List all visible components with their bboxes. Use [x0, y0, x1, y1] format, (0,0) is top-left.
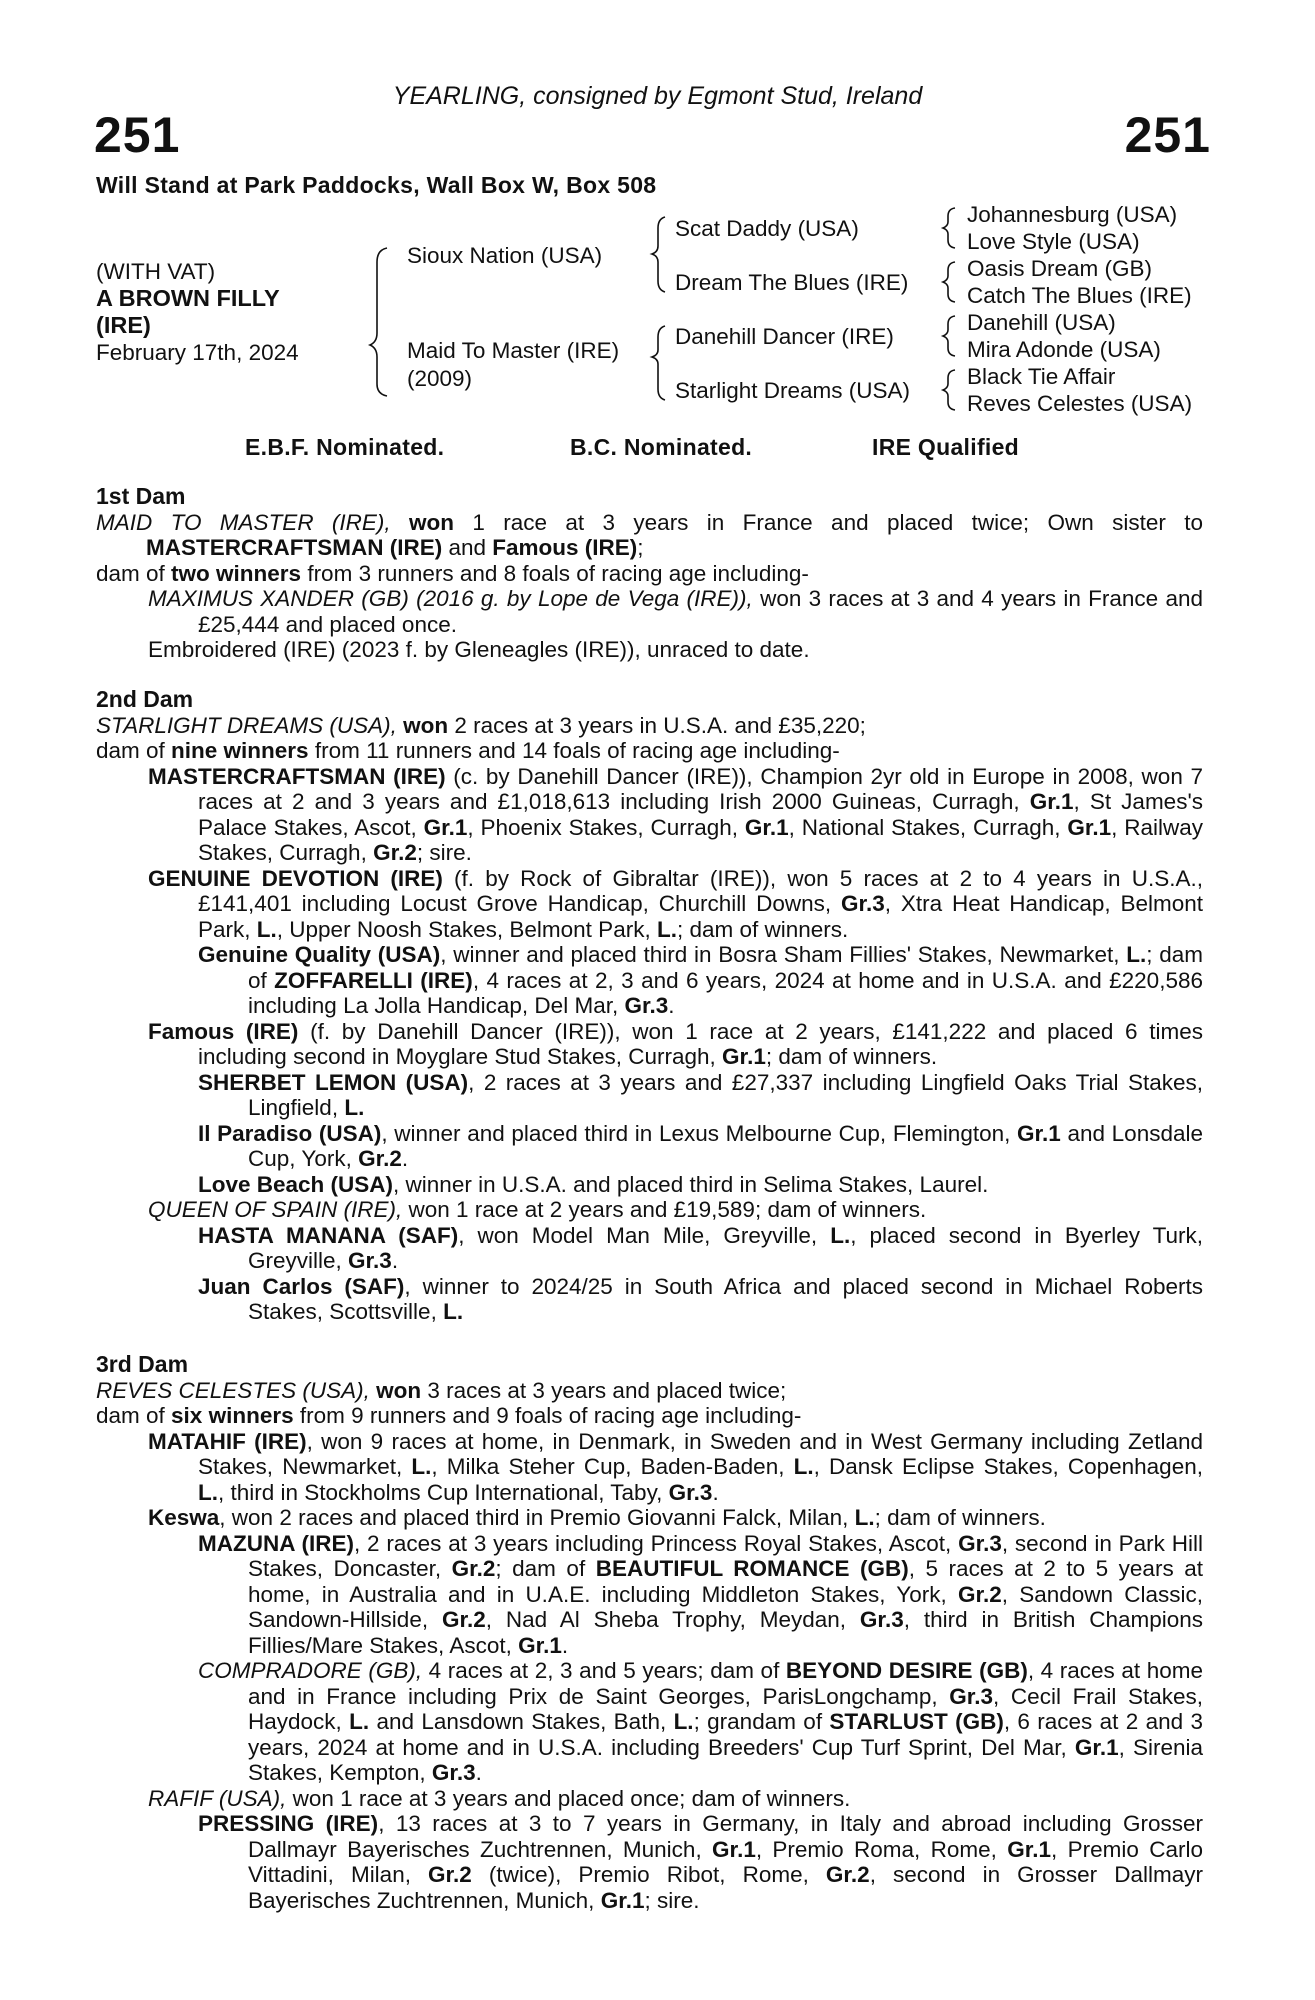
pedigree-dss: Danehill (USA) — [967, 310, 1116, 335]
pedigree-sds: Oasis Dream (GB) — [967, 256, 1153, 281]
bc-nominated: B.C. Nominated. — [570, 434, 753, 460]
first-dam-produce-summary: dam of two winners from 3 runners and 8 foals of racing age including- — [96, 560, 809, 586]
pedigree-sire: Sioux Nation (USA) — [407, 243, 603, 268]
first-dam-record: MAID TO MASTER (IRE), won 1 race at 3 years in France and placed twice; Own sister to MASTERCRAFTSMAN (IRE) and Famous (IRE); — [96, 509, 1203, 560]
produce-genuine-devotion: GENUINE DEVOTION (IRE) (f. by Rock of Gibraltar (IRE)), won 5 races at 2 to 4 years in U.S.A., £141,401 including Locust Grove Handicap, Churchill Downs, Gr.3, Xtra Heat Handicap, Belmont Park, L., Upper Noosh Stakes, Belmont Park, L.; dam of winners. — [148, 865, 1204, 942]
pedigree-dam-dam: Starlight Dreams (USA) — [675, 378, 911, 403]
lot-number-right: 251 — [1124, 107, 1211, 163]
produce-mazuna: MAZUNA (IRE), 2 races at 3 years including Princess Royal Stakes, Ascot, Gr.3, second in Park Hill Stakes, Doncaster, Gr.2; dam of BEAUTIFUL ROMANCE (GB), 5 races at 2 to 5 years at home, in Australia and in U.A.E. including Middleton Stakes, York, Gr.2, Sandown Classic, Sandown-Hillside, Gr.2, Nad Al Sheba Trophy, Meydan, Gr.3, third in British Champions Fillies/Mare Stakes, Ascot, Gr.1. — [198, 1530, 1203, 1658]
horse-name: A BROWN FILLY — [96, 285, 280, 311]
pedigree-dam-year: (2009) — [407, 366, 473, 391]
third-dam-produce-summary: dam of six winners from 9 runners and 9 foals of racing age including- — [96, 1403, 802, 1428]
produce-famous: Famous (IRE) (f. by Danehill Dancer (IRE)), won 1 race at 2 years, £141,222 and placed 6 times including second in Moyglare Stud Stakes, Curragh, Gr.1; dam of winners. — [148, 1018, 1203, 1069]
pedigree-sdd: Catch The Blues (IRE) — [967, 283, 1192, 308]
lot-number-left: 251 — [94, 107, 181, 163]
first-dam-section — [96, 484, 1203, 663]
pedigree-ddd: Reves Celestes (USA) — [967, 391, 1193, 416]
first-dam-produce-2: Embroidered (IRE) (2023 f. by Gleneagles (IRE)), unraced to date. — [148, 637, 810, 662]
horse-origin: (IRE) — [96, 312, 151, 338]
produce-mastercraftsman: MASTERCRAFTSMAN (IRE) (c. by Danehill Dancer (IRE)), Champion 2yr old in Europe in 2008, won 7 races at 2 and 3 years and £1,018,613 including Irish 2000 Guineas, Curragh, Gr.1, St James's Palace Stakes, Ascot, Gr.1, Phoenix Stakes, Curragh, Gr.1, National Stakes, Curragh, Gr.1, Railway Stakes, Curragh, Gr.2; sire. — [148, 763, 1203, 865]
ire-qualified: IRE Qualified — [872, 434, 1020, 460]
produce-pressing: PRESSING (IRE), 13 races at 3 to 7 years in Germany, in Italy and abroad including Grosser Dallmayr Bayerisches Zuchtrennen, Munich, Gr.1, Premio Roma, Rome, Gr.1, Premio Carlo Vittadini, Milan, Gr.2 (twice), Premio Ribot, Rome, Gr.2, second in Grosser Dallmayr Bayerisches Zuchtrennen, Munich, Gr.1; sire. — [198, 1811, 1203, 1913]
second-dam-produce-summary: dam of nine winners from 11 runners and 14 foals of racing age including- — [96, 738, 840, 763]
third-dam-record: REVES CELESTES (USA), won 3 races at 3 years and placed twice; — [96, 1377, 787, 1403]
brace-danehill-dancer — [943, 316, 955, 356]
pedigree-sss: Johannesburg (USA) — [967, 202, 1178, 227]
brace-scat-daddy — [943, 208, 955, 248]
third-dam-section — [96, 1352, 1203, 1913]
pedigree-dsd: Mira Adonde (USA) — [967, 337, 1161, 362]
brace-dam — [652, 326, 665, 400]
produce-love-beach: Love Beach (USA), winner in U.S.A. and placed third in Selima Stakes, Laurel. — [198, 1171, 989, 1197]
second-dam-heading: 2nd Dam — [96, 686, 194, 712]
pedigree-ssd: Love Style (USA) — [967, 229, 1140, 254]
brace-main — [370, 248, 387, 396]
pedigree-sire-dam: Dream The Blues (IRE) — [675, 270, 909, 295]
produce-sherbet-lemon: SHERBET LEMON (USA), 2 races at 3 years and £27,337 including Lingfield Oaks Trial Stakes, Lingfield, L. — [198, 1069, 1204, 1120]
third-dam-heading: 3rd Dam — [96, 1351, 189, 1377]
produce-matahif: MATAHIF (IRE), won 9 races at home, in Denmark, in Sweden and in West Germany including Zetland Stakes, Newmarket, L., Milka Steher Cup, Baden-Baden, L., Dansk Eclipse Stakes, Copenhagen, L., third in Stockholms Cup International, Taby, Gr.3. — [148, 1428, 1203, 1505]
produce-queen-of-spain: QUEEN OF SPAIN (IRE), won 1 race at 2 years and £19,589; dam of winners. — [148, 1197, 927, 1222]
produce-juan-carlos: Juan Carlos (SAF), winner to 2024/25 in South Africa and placed second in Michael Roberts Stakes, Scottsville, L. — [198, 1273, 1203, 1324]
stand-location: Will Stand at Park Paddocks, Wall Box W, Box 508 — [96, 172, 657, 198]
pedigree-dds: Black Tie Affair — [967, 364, 1116, 389]
brace-starlight-dreams — [943, 370, 955, 410]
pedigree-sire-sire: Scat Daddy (USA) — [675, 216, 859, 241]
ebf-nominated: E.B.F. Nominated. — [245, 434, 445, 460]
produce-rafif: RAFIF (USA), won 1 race at 3 years and placed once; dam of winners. — [148, 1785, 851, 1811]
pedigree-dam: Maid To Master (IRE) — [407, 338, 620, 363]
brace-dream-the-blues — [943, 262, 955, 302]
first-dam-produce-1: MAXIMUS XANDER (GB) (2016 g. by Lope de Vega (IRE)), won 3 races at 3 and 4 years in France and £25,444 and placed once. — [148, 586, 1203, 637]
produce-keswa: Keswa, won 2 races and placed third in Premio Giovanni Falck, Milan, L.; dam of winners. — [148, 1505, 1046, 1530]
produce-genuine-quality: Genuine Quality (USA), winner and placed third in Bosra Sham Fillies' Stakes, Newmarket, L.; dam of ZOFFARELLI (IRE), 4 races at 2, 3 and 6 years, 2024 at home and in U.S.A. and £220,586 including La Jolla Handicap, Del Mar, Gr.3. — [198, 942, 1203, 1018]
consignment-line: YEARLING, consigned by Egmont Stud, Ireland — [392, 82, 923, 110]
first-dam-heading: 1st Dam — [96, 483, 186, 509]
brace-sire — [652, 217, 665, 292]
produce-il-paradiso: Il Paradiso (USA), winner and placed third in Lexus Melbourne Cup, Flemington, Gr.1 and Lonsdale Cup, York, Gr.2. — [198, 1120, 1203, 1171]
vat-note: (WITH VAT) — [96, 259, 216, 284]
produce-hasta-manana: HASTA MANANA (SAF), won Model Man Mile, Greyville, L., placed second in Byerley Turk, Greyville, Gr.3. — [198, 1222, 1203, 1273]
produce-compradore: COMPRADORE (GB), 4 races at 2, 3 and 5 years; dam of BEYOND DESIRE (GB), 4 races at home and in France including Prix de Saint Georges, ParisLongchamp, Gr.3, Cecil Frail Stakes, Haydock, L. and Lansdown Stakes, Bath, L.; grandam of STARLUST (GB), 6 races at 2 and 3 years, 2024 at home and in U.S.A. including Breeders' Cup Turf Sprint, Del Mar, Gr.1, Sirenia Stakes, Kempton, Gr.3. — [198, 1658, 1204, 1785]
second-dam-record: STARLIGHT DREAMS (USA), won 2 races at 3 years in U.S.A. and £35,220; — [96, 712, 866, 738]
pedigree-dam-sire: Danehill Dancer (IRE) — [675, 324, 894, 349]
second-dam-section — [96, 687, 1203, 1325]
foaling-date: February 17th, 2024 — [96, 340, 299, 365]
